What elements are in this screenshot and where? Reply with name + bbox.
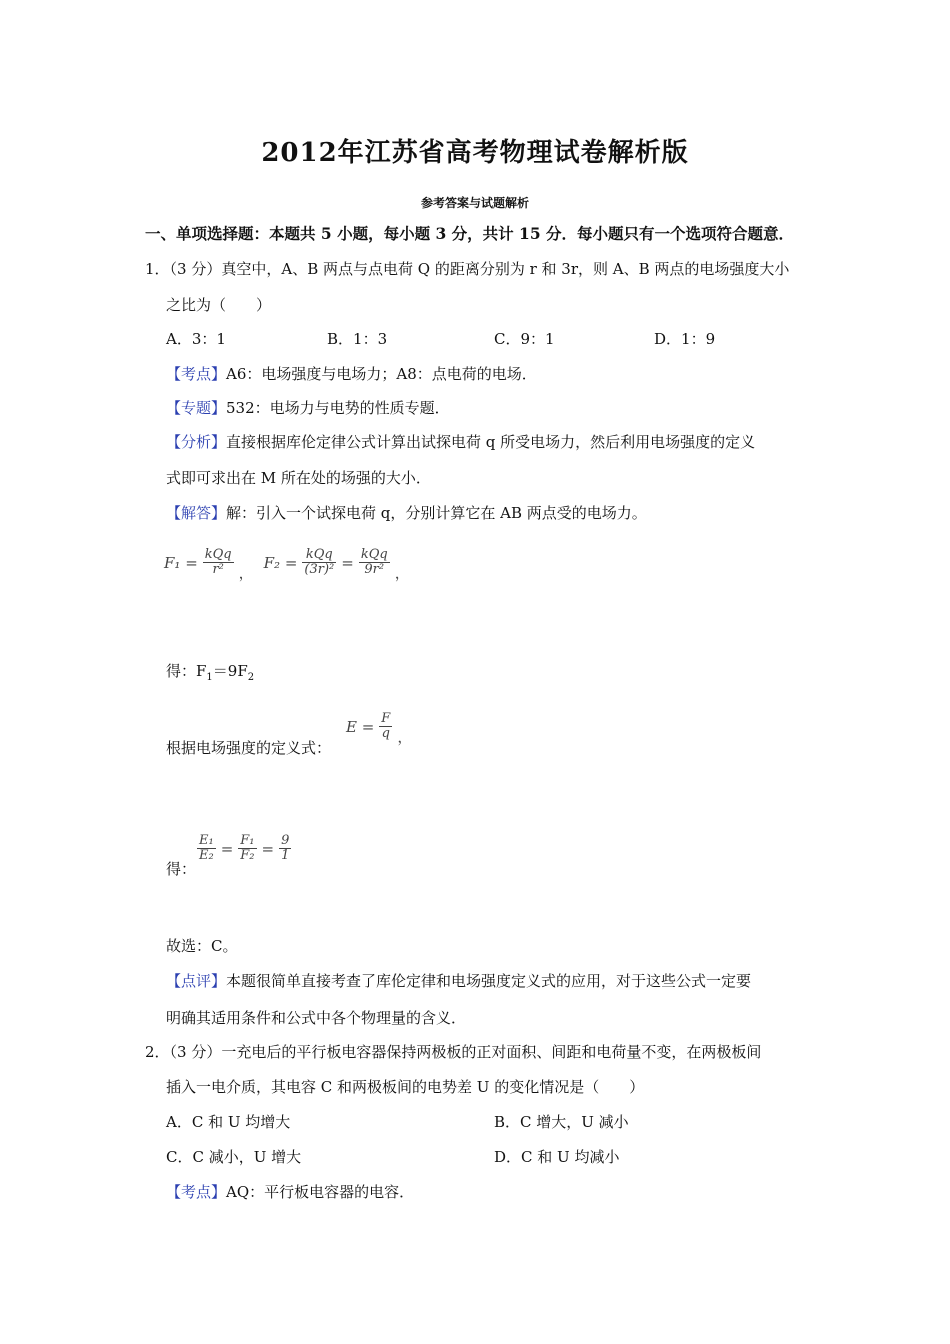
f2-denominator-2: 9r² [359, 562, 390, 577]
q1-fenxi-text: 直接根据库伦定律公式计算出试探电荷 q 所受电场力，然后利用电场强度的定义 [226, 433, 756, 451]
formula-e-definition [346, 711, 413, 746]
q1-option-d: D．1：9 [654, 330, 716, 348]
q2-option-c: C．C 减小，U 增大 [166, 1148, 302, 1166]
q1-dianping-text: 本题很简单直接考查了库伦定律和电场强度定义式的应用，对于这些公式一定要 [226, 972, 752, 990]
e-denominator: q [379, 726, 392, 741]
f2-lhs: F₂ = [263, 553, 298, 572]
q1-kaodian [166, 363, 537, 384]
q1-jieda [166, 502, 647, 523]
q1-jieda-tag: 【解答】 [166, 504, 227, 522]
e-lhs: E = [346, 717, 375, 736]
f2-numerator-2: kQq [360, 547, 388, 562]
q1-zhuanti [166, 397, 450, 418]
q2-kaodian-text: AQ：平行板电容器的电容． [226, 1183, 415, 1201]
e-numerator: F [381, 711, 391, 726]
q1-kaodian-tag: 【考点】 [166, 365, 227, 383]
q2-option-d: D．C 和 U 均减小 [494, 1148, 620, 1166]
q1-dianping-line2: 明确其适用条件和公式中各个物理量的含义． [166, 1009, 467, 1027]
q2-stem-line1: 2．（3 分）一充电后的平行板电容器保持两极板的正对面积、间距和电荷量不变，在两极板间 [145, 1043, 762, 1061]
formula-ratio [195, 829, 293, 863]
ratio-1: 1 [281, 848, 290, 863]
ratio-prefix: 得： [166, 860, 197, 878]
q1-kaodian-text: A6：电场强度与电场力；A8：点电荷的电场． [226, 365, 537, 383]
q1-fenxi-line2: 式即可求出在 M 所在处的场强的大小． [166, 469, 431, 487]
q1-fenxi-tag: 【分析】 [166, 433, 227, 451]
ratio-f2: F₂ [240, 848, 255, 863]
f1-lhs: F₁ = [164, 553, 198, 572]
e-fraction [379, 712, 392, 741]
f2-equals: = [341, 553, 354, 572]
q1-dianping [166, 970, 751, 991]
definition-text: 根据电场强度的定义式： [166, 739, 332, 757]
q1-stem-line2: 之比为（ ） [166, 296, 272, 314]
q1-option-c: C．9：1 [494, 330, 555, 348]
result-sub-1: 1 [206, 672, 213, 683]
ratio-e2: E₂ [199, 848, 214, 863]
result-prefix: 得：F [166, 662, 207, 680]
f1-numerator: kQq [204, 547, 232, 562]
q1-zhuanti-tag: 【专题】 [166, 399, 227, 417]
q1-zhuanti-text: 532：电场力与电势的性质专题． [226, 399, 450, 417]
ratio-9: 9 [281, 833, 290, 848]
comma-2: ， [394, 564, 410, 582]
q1-fenxi [166, 431, 755, 452]
q2-kaodian-tag: 【考点】 [166, 1183, 227, 1201]
q1-jieda-text: 解：引入一个试探电荷 q，分别计算它在 AB 两点受的电场力。 [226, 504, 647, 522]
result-sub-2: 2 [247, 672, 255, 683]
ratio-e1: E₁ [199, 833, 214, 848]
f1-denominator: r² [203, 562, 234, 577]
page-subtitle: 参考答案与试题解析 [420, 196, 529, 210]
q2-option-b: B．C 增大，U 减小 [494, 1113, 629, 1131]
q2-stem-line2: 插入一电介质，其电容 C 和两极板间的电势差 U 的变化情况是（ ） [166, 1078, 645, 1096]
ratio-fraction-e [197, 834, 216, 863]
f2-fraction-simplified [359, 548, 390, 577]
q1-dianping-tag: 【点评】 [166, 972, 227, 990]
f1-fraction [203, 548, 234, 577]
q1-option-a: A．3：1 [166, 330, 226, 348]
ratio-equals-2: = [261, 839, 275, 858]
ratio-fraction-value [279, 834, 291, 863]
q1-option-b: B．1：3 [327, 330, 388, 348]
ratio-equals-1: = [220, 839, 234, 858]
q1-answer: 故选：C。 [166, 937, 238, 955]
comma-1: ， [238, 564, 254, 582]
page-title: 2012年江苏省高考物理试卷解析版 [261, 138, 689, 168]
result-f1-9f2 [166, 660, 254, 683]
f2-numerator: kQq [305, 547, 333, 562]
f2-fraction [302, 548, 336, 577]
section-heading: 一、单项选择题：本题共 5 小题，每小题 3 分，共计 15 分．每小题只有一个选项符合题意． [145, 224, 795, 243]
comma-3: ， [397, 728, 413, 746]
f2-denominator: (3r)² [304, 562, 335, 577]
ratio-f1: F₁ [240, 833, 255, 848]
q2-kaodian [166, 1181, 414, 1202]
formula-f1-f2 [164, 547, 410, 582]
q1-stem-line1: 1．（3 分）真空中，A、B 两点与点电荷 Q 的距离分别为 r 和 3r，则 A、B 两点的电场强度大小 [145, 260, 790, 278]
result-mid: ＝9F [212, 662, 248, 680]
ratio-fraction-f [238, 834, 256, 863]
q2-option-a: A．C 和 U 均增大 [166, 1113, 291, 1131]
